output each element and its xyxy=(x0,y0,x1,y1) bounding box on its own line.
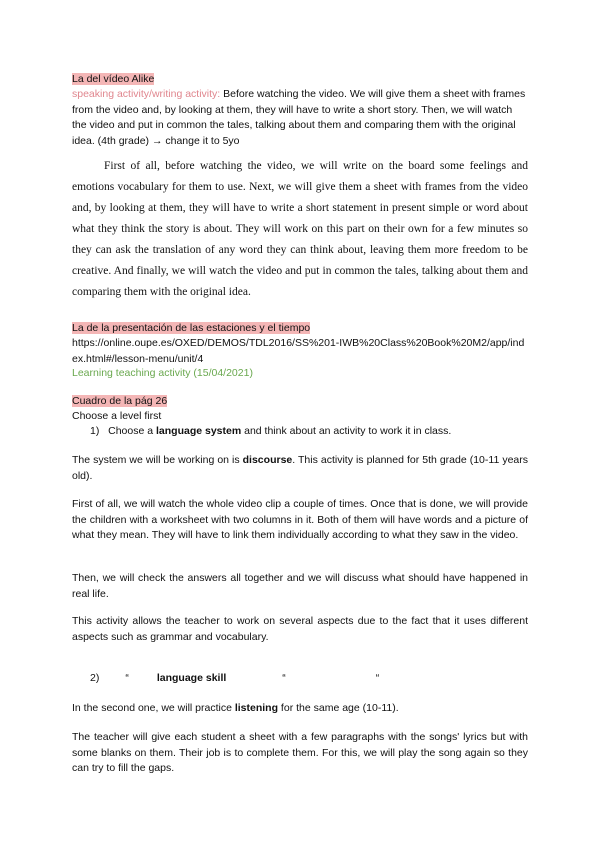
list-number: 2) xyxy=(90,672,100,684)
paragraph-listening: In the second one, we will practice listening for the same age (10-11). xyxy=(72,702,399,714)
paragraph-song-lyrics: The teacher will give each student a sheet with a few paragraphs with the songs' lyrics but with some blanks on them. Their job is to complete them. For this, we will play the song again so they can try to fill the gaps. xyxy=(72,731,528,774)
activity-description xyxy=(72,87,528,149)
section-title-seasons xyxy=(72,321,528,337)
list-item-2: 2) “ language skill “ “ xyxy=(90,672,380,684)
paragraph-discourse: The system we will be working on is discourse. This activity is planned for 5th grade (10-11 years old). xyxy=(72,454,528,482)
section-title-cuadro xyxy=(72,394,528,410)
list-number: 1) xyxy=(90,425,100,437)
serif-paragraph: First of all, before watching the video, we will write on the board some feelings and emotions vocabulary for them to use. Next, we will give them a sheet with frames from the video and, by looking at them, they will have to write a short statement in present simple or word about what they think the story is about. They will work on this part on their own for a few minutes so they can ask the translation of any word they can think about, leaving them more freedom to be creative. And finally, we will watch the video and put in common the tales, talking about them and comparing them with the original idea. xyxy=(72,160,528,298)
learning-activity-label: Learning teaching activity (15/04/2021) xyxy=(72,367,253,379)
list-item-1: 1) Choose a language system and think about an activity to work it in class. xyxy=(90,425,452,437)
paragraph-check-answers: Then, we will check the answers all together and we will discuss what should have happened in real life. xyxy=(72,572,528,600)
choose-level-text: Choose a level first xyxy=(72,410,162,422)
activity-text: Before watching the video. We will give them a sheet with frames from the video and, by looking at them, they will have to write a short story. Then, we will watch the video and put in common the tales, talking about them and comparing them with the original idea. (4th grade) → change it to 5yo xyxy=(72,88,526,147)
section-title-alike xyxy=(72,72,528,88)
highlighted-title: La del vídeo Alike xyxy=(72,73,155,85)
highlighted-title: Cuadro de la pág 26 xyxy=(72,395,168,407)
paragraph-worksheet: First of all, we will watch the whole video clip a couple of times. Once that is done, we will provide the children with a worksheet with two columns in it. Both of them will have words and a picture of what they mean. They will have to link them individually according to what they saw in the video. xyxy=(72,498,528,541)
paragraph-aspects: This activity allows the teacher to work on several aspects due to the fact that it uses different aspects such as grammar and vocabulary. xyxy=(72,615,528,643)
activity-label: speaking activity/writing activity: xyxy=(72,88,221,100)
lesson-url-link[interactable]: https://online.oupe.es/OXED/DEMOS/TDL2016/SS%201-IWB%20Class%20Book%20M2/app/index.html#/lesson-menu/unit/4 xyxy=(72,337,525,365)
highlighted-title: La de la presentación de las estaciones y el tiempo xyxy=(72,322,311,334)
